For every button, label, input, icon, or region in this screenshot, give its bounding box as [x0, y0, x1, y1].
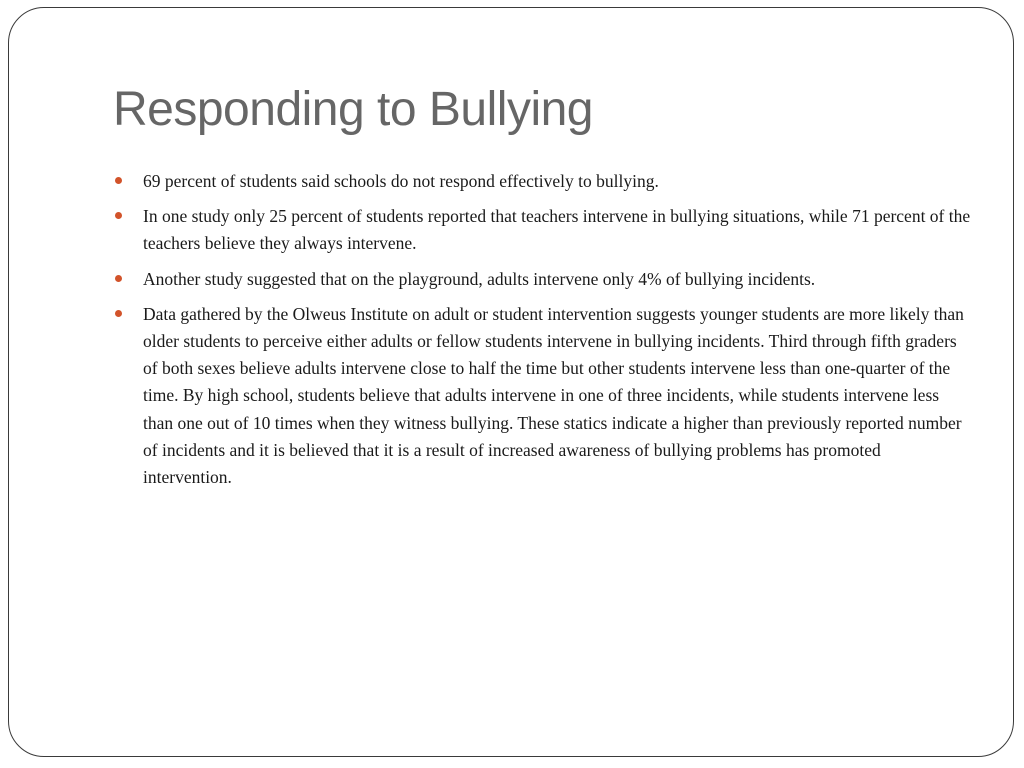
bullet-item: [113, 301, 973, 491]
bullet-list: [113, 168, 973, 499]
bullet-item: [113, 168, 973, 195]
slide-title: Responding to Bullying: [113, 83, 593, 136]
bullet-text: Data gathered by the Olweus Institute on adult or student intervention suggests younger students are more likely than older students to perceive either adults or fellow students intervene in bullying incidents. Third through fifth graders of both sexes believe adults intervene close to half the time but other students intervene less than one-quarter of the time. By high school, students believe that adults intervene in one of three incidents, while students intervene less than one out of 10 times when they witness bullying. These statics indicate a higher than previously reported number of incidents and it is believed that it is a result of increased awareness of bullying problems has promoted intervention.: [143, 303, 964, 488]
bullet-icon: [115, 275, 122, 282]
bullet-text: 69 percent of students said schools do not respond effectively to bullying.: [143, 171, 659, 191]
bullet-icon: [115, 310, 122, 317]
bullet-item: [113, 266, 973, 293]
bullet-icon: [115, 212, 122, 219]
bullet-item: [113, 203, 973, 257]
bullet-icon: [115, 177, 122, 184]
bullet-text: Another study suggested that on the playground, adults intervene only 4% of bullying incidents.: [143, 268, 816, 289]
bullet-text: In one study only 25 percent of students reported that teachers intervene in bullying situations, while 71 percent of the teachers believe they always intervene.: [143, 206, 971, 254]
